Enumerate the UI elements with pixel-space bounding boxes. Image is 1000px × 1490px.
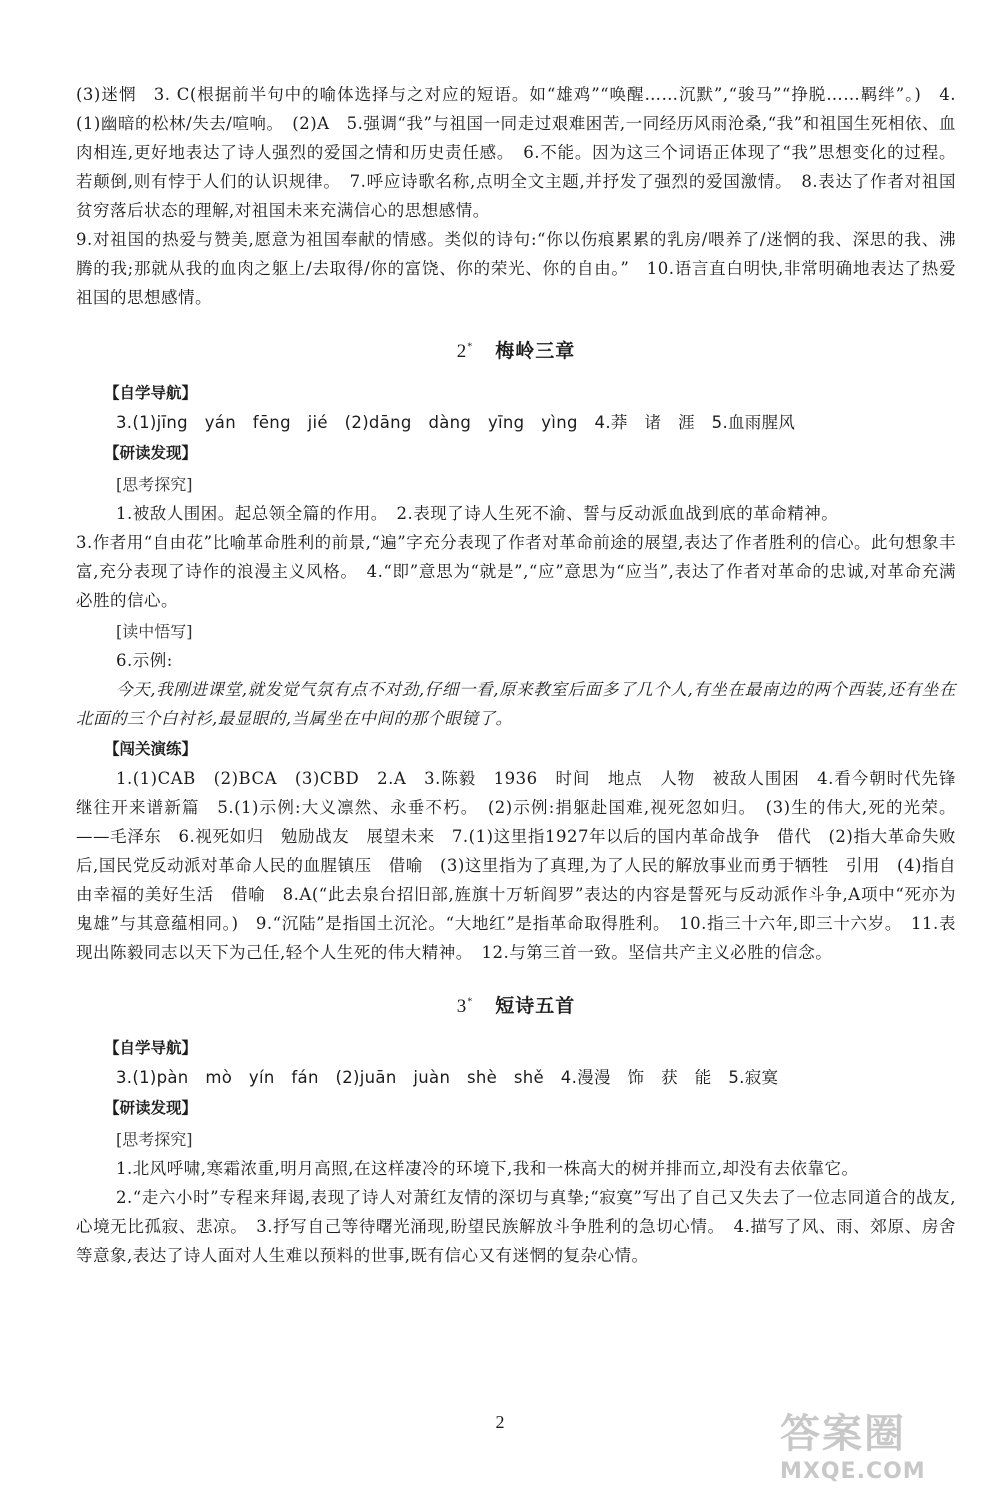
section-3-self-study: 3.(1)pàn mò yín fán (2)juān juàn shè shě 4.漫漫 饰 获 能 5.寂寞 [116, 1068, 779, 1087]
watermark-main: 答案圈 [780, 1411, 906, 1457]
section-2-think-subheading: [思考探究] [116, 475, 193, 494]
intro-paragraph-2: 9.对祖国的热爱与赞美,愿意为祖国奉献的情感。类似的诗句:“你以伤痕累累的乳房/喂养了/迷惘的我、深思的我、沸腾的我;那就从我的血肉之躯上/去取得/你的富饶、你的荣光、你的自由。” 10.语言直白明快,非常明确地表达了热爱祖国的思想感情。 [76, 230, 956, 307]
section-2-research-heading: 【研读发现】 [104, 444, 198, 462]
section-2-title: 2* 梅岭三章 [456, 340, 576, 362]
section-2-self-study: 3.(1)jīng yán fēng jié (2)dāng dàng yīng yìng 4.莽 诸 涯 5.血雨腥风 [116, 413, 796, 432]
section-2-example-text: 今天,我刚进课堂,就发觉气氛有点不对劲,仔细一看,原来教室后面多了几个人,有坐在最南边的两个西装,还有坐在北面的三个白衬衫,最显眼的,当属坐在中间的那个眼镜了。 [76, 680, 956, 728]
section-2-practice-heading: 【闯关演练】 [104, 740, 198, 758]
section-2-practice: 1.(1)CAB (2)BCA (3)CBD 2.A 3.陈毅 1936 时间 地点 人物 被敌人围困 4.看今朝时代先锋继往开来谱新篇 5.(1)示例:大义凛然、永垂不朽。 (2)示例:捐躯赴国难,视死忽如归。 (3)生的伟大,死的光荣。——毛泽东 6.视死如归 勉励战友 展望未来 7.(1)这里指1927年以后的国内革命战争 借代 (2)指大革命失败后,国民党反动派对革命人民的血腥镇压 借喻 (3)这里指为了真理,为了人民的解放事业而勇于牺牲 引用 (4)指自由幸福的美好生活 借喻 8.A(“此去泉台招旧部,旌旗十万斩阎罗”表达的内容是誓死与反动派作斗争,A项中“死亦为鬼雄”与其意蕴相同。) 9.“沉陆”是指国土沉沦。“大地红”是指革命取得胜利。 10.指三十六年,即三十六岁。 11.表现出陈毅同志以天下为己任,轻个人生死的伟大精神。 12.与第三首一致。坚信共产主义必胜的信念。 [76, 769, 956, 962]
section-3-research-heading: 【研读发现】 [104, 1099, 198, 1117]
section-3-think-subheading: [思考探究] [116, 1130, 193, 1149]
section-3-title: 3* 短诗五首 [456, 995, 576, 1017]
page-content [76, 80, 956, 1270]
section-2-think-paragraph-2: 3.作者用“自由花”比喻革命胜利的前景,“遍”字充分表现了作者对革命前途的展望,表达了作者胜利的信心。此句想象丰富,充分表现了诗作的浪漫主义风格。 4.“即”意思为“就是”,“应”意思为“应当”,表达了作者对革命的忠诚,对革命充满必胜的信心。 [76, 533, 956, 610]
section-3-think-paragraph-2: 2.“走六小时”专程来拜谒,表现了诗人对萧红友情的深切与真挚;“寂寞”写出了自己又失去了一位志同道合的战友,心境无比孤寂、悲凉。 3.抒写自己等待曙光涌现,盼望民族解放斗争胜利的急切心情。 4.描写了风、雨、郊原、房舍等意象,表达了诗人面对人生难以预料的世事,既有信心又有迷惘的复杂心情。 [76, 1188, 956, 1265]
page-number: 2 [495, 1412, 505, 1432]
section-2-example-label: 6.示例: [116, 651, 173, 670]
watermark-sub: MXQE.COM [780, 1459, 926, 1484]
intro-paragraph-1: (3)迷惘 3. C(根据前半句中的喻体选择与之对应的短语。如“雄鸡”“唤醒……沉默”,“骏马”“挣脱……羁绊”。) 4.(1)幽暗的松林/失去/喧响。 (2)A 5.强调“我”与祖国一同走过艰难困苦,一同经历风雨沧桑,“我”和祖国生死相依、血肉相连,更好地表达了诗人强烈的爱国之情和历史责任感。 6.不能。因为这三个词语正体现了“我”思想变化的过程。若颠倒,则有悖于人们的认识规律。 7.呼应诗歌名称,点明全文主题,并抒发了强烈的爱国激情。 8.表达了作者对祖国贫穷落后状态的理解,对祖国未来充满信心的思想感情。 [76, 85, 956, 220]
section-3-number: 3* [456, 996, 474, 1017]
watermark-logo [780, 1402, 990, 1482]
section-2-think-paragraph-1: 1.被敌人围困。起总领全篇的作用。 2.表现了诗人生死不渝、誓与反动派血战到底的革命精神。 [116, 504, 839, 523]
section-2-read-write-subheading: [读中悟写] [116, 622, 193, 641]
section-2-self-study-heading: 【自学导航】 [104, 384, 198, 402]
section-3-self-study-heading: 【自学导航】 [104, 1039, 198, 1057]
section-2-number: 2* [456, 341, 474, 362]
section-3-think-paragraph-1: 1.北风呼啸,寒霜浓重,明月高照,在这样凄冷的环境下,我和一株高大的树并排而立,却没有去依靠它。 [116, 1159, 859, 1178]
